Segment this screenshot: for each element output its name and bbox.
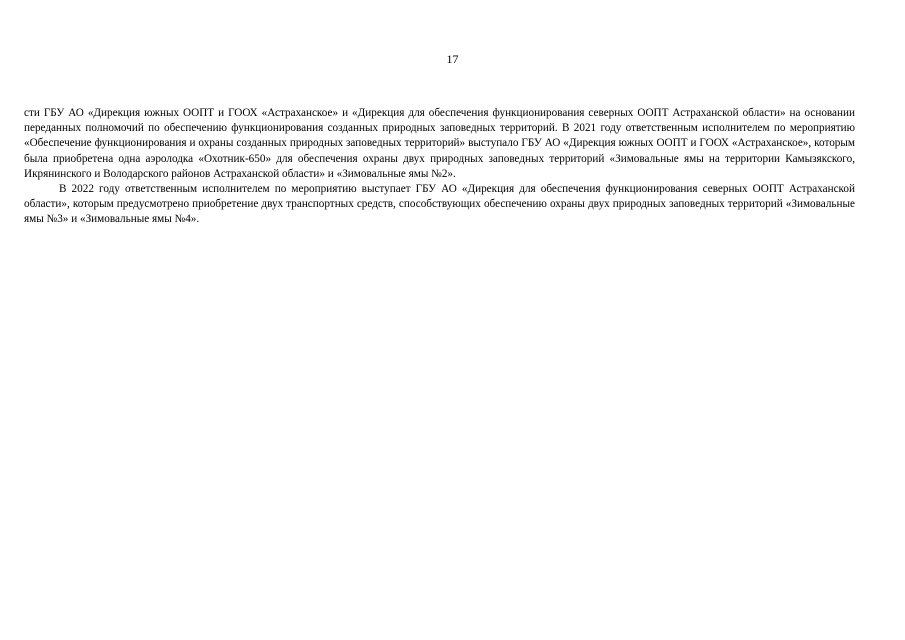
page-number: 17 (446, 52, 459, 66)
body-text (24, 106, 855, 228)
paragraph-continuation: сти ГБУ АО «Дирекция южных ООПТ и ГООХ «Астраханское» и «Дирекция для обеспечения функционирования северных ООПТ Астраханской области» на основании переданных полномочий по обеспечению функционирования созданных природных заповедных территорий. В 2021 году ответственным исполнителем по мероприятию «Обеспечение функционирования и охраны созданных природных заповедных территорий» выступало ГБУ АО «Дирекция южных ООПТ и ГООХ «Астраханское», которым была приобретена одна аэролодка «Охотник-650» для обеспечения охраны двух природных заповедных территорий «Зимовальные ямы на территории Камызякского, Икрянинского и Володарского районов Астраханской области» и «Зимовальные ямы №2». (24, 107, 855, 180)
paragraph-2022: В 2022 году ответственным исполнителем по мероприятию выступает ГБУ АО «Дирекция для обеспечения функционирования северных ООПТ Астраханской области», которым предусмотрено приобретение двух транспортных средств, способствующих обеспечению охраны двух природных заповедных территорий «Зимовальные ямы №3» и «Зимовальные ямы №4». (24, 183, 855, 226)
